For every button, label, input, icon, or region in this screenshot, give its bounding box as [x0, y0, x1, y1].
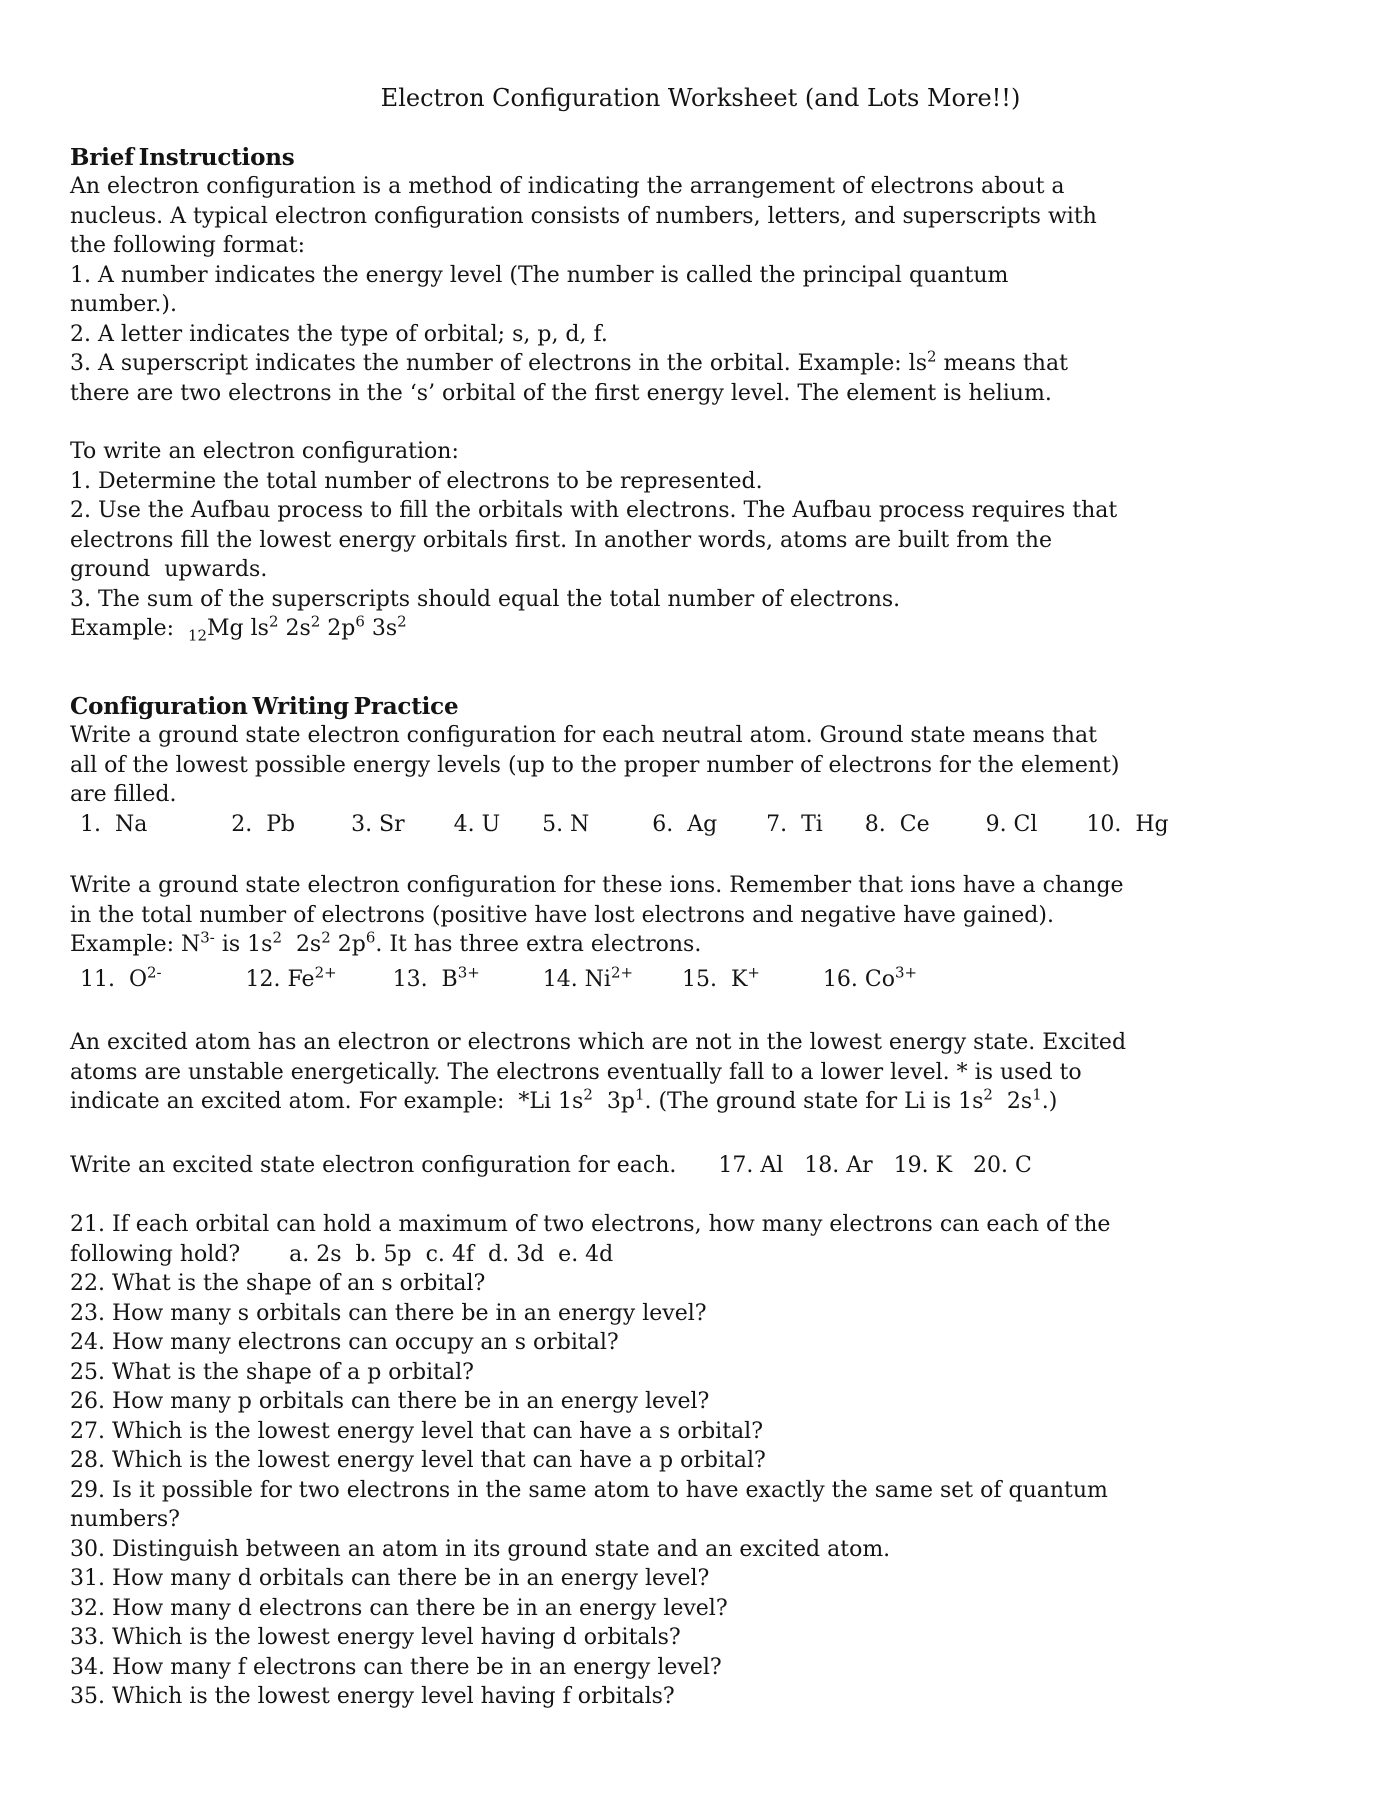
text-line: An electron configuration is a method of indicating the arrangement of electrons about a [70, 174, 1065, 199]
text-line: number.). [70, 292, 177, 317]
text-line: there are two electrons in the ‘s’ orbital of the first energy level. The element is helium. [70, 380, 1052, 406]
text-line: ground upwards. [70, 557, 268, 582]
text-line: Write a ground state electron configuration for each neutral atom. Ground state means that [70, 723, 1097, 748]
configuration-writing-practice-heading: Configuration Writing Practice [70, 692, 459, 720]
section-configuration-writing-practice [70, 692, 1331, 840]
question-line: 34. How many f electrons can there be in an energy level? [70, 1654, 722, 1680]
text-line: all of the lowest possible energy levels (up to the proper number of electrons for the element) [70, 752, 1120, 778]
text-line: indicate an excited atom. For example: *Li $1s^2$ $3p^1$. (The ground state for Li is $1s^2$ $2s^1$.) [70, 1085, 1058, 1114]
text-line: 1. A number indicates the energy level (The number is called the principal quantum [70, 262, 1009, 288]
text-line: 1. Determine the total number of electrons to be represented. [70, 468, 763, 494]
question-line: 31. How many d orbitals can there be in an energy level? [70, 1566, 710, 1591]
text-line: are filled. [70, 782, 177, 807]
text-line: in the total number of electrons (positive have lost electrons and negative have gained). [70, 902, 1054, 928]
section-excited-state-practice [70, 1151, 1331, 1181]
text-line: An excited atom has an electron or electrons which are not in the lowest energy state. Excited [70, 1030, 1127, 1055]
question-line: following hold? a. 2s b. 5p c. 4f d. 3d e. 4d [70, 1241, 614, 1267]
text-line: 2. A letter indicates the type of orbital; s, p, d, f. [70, 321, 608, 347]
ions-list-row: 11. $O^{2-}$ 12. $Fe^{2+}$ 13. $B^{3+}$ 14. $Ni^{2+}$ 15. K+ 16. $Co^{3+}$ [80, 963, 917, 992]
section-review-questions [70, 1210, 1331, 1712]
section-to-write-configuration [70, 437, 1331, 644]
text-line: electrons fill the lowest energy orbitals first. In another words, atoms are built from the [70, 527, 1052, 553]
question-line: 22. What is the shape of an s orbital? [70, 1271, 486, 1296]
question-line: numbers? [70, 1507, 180, 1532]
mg-example-line: Example: $_{12}$Mg $ls^2$ $2s^2$ $2p^6$ $3s^2$ [70, 612, 407, 645]
question-line: 25. What is the shape of a p orbital? [70, 1359, 474, 1385]
question-line: 27. Which is the lowest energy level that can have a s orbital? [70, 1418, 763, 1444]
question-line: 24. How many electrons can occupy an s orbital? [70, 1330, 619, 1355]
page-title: Electron Configuration Worksheet (and Lots More!!) [380, 84, 1021, 112]
question-line: 26. How many p orbitals can there be in an energy level? [70, 1389, 710, 1414]
text-line: 3. The sum of the superscripts should equal the total number of electrons. [70, 586, 901, 612]
section-ion-configurations [70, 871, 1331, 994]
text-line: the following format: [70, 233, 305, 258]
question-line: 30. Distinguish between an atom in its ground state and an excited atom. [70, 1536, 891, 1562]
text-line: atoms are unstable energetically. The electrons eventually fall to a lower level. * is used to [70, 1059, 1082, 1085]
text-line: Write a ground state electron configuration for these ions. Remember that ions have a change [70, 873, 1124, 898]
text-line: nucleus. A typical electron configuration consists of numbers, letters, and superscripts with [70, 203, 1097, 229]
question-line: 32. How many d electrons can there be in an energy level? [70, 1595, 728, 1621]
question-line: 21. If each orbital can hold a maximum of two electrons, how many electrons can each of the [70, 1212, 1111, 1237]
question-line: 23. How many s orbitals can there be in an energy level? [70, 1300, 707, 1326]
section-excited-atoms [70, 1028, 1331, 1117]
brief-instructions-heading: Brief Instructions [70, 143, 295, 171]
question-line: 28. Which is the lowest energy level that can have a p orbital? [70, 1448, 766, 1473]
ion-example-line: Example: $N^{3-}$ is $1s^2$ $2s^2$ $2p^6$. It has three extra electrons. [70, 928, 702, 957]
text-line: To write an electron configuration: [70, 439, 459, 464]
text-line: 3. A superscript indicates the number of electrons in the orbital. Example: $ls^2$ means that [70, 347, 1068, 376]
section-brief-instructions [70, 143, 1331, 409]
question-line: 33. Which is the lowest energy level having d orbitals? [70, 1625, 681, 1650]
text-line: 2. Use the Aufbau process to fill the orbitals with electrons. The Aufbau process requires that [70, 498, 1118, 523]
question-line: 35. Which is the lowest energy level having f orbitals? [70, 1684, 675, 1709]
excited-elements-line: Write an excited state electron configuration for each. 17. Al 18. Ar 19. K 20. C [70, 1152, 1032, 1178]
question-line: 29. Is it possible for two electrons in the same atom to have exactly the same set of quantum [70, 1477, 1108, 1503]
elements-list-row: 1. Na 2. Pb 3. Sr 4. U 5. N 6. Ag 7. Ti 8. Ce 9. Cl 10. Hg [80, 811, 1169, 837]
